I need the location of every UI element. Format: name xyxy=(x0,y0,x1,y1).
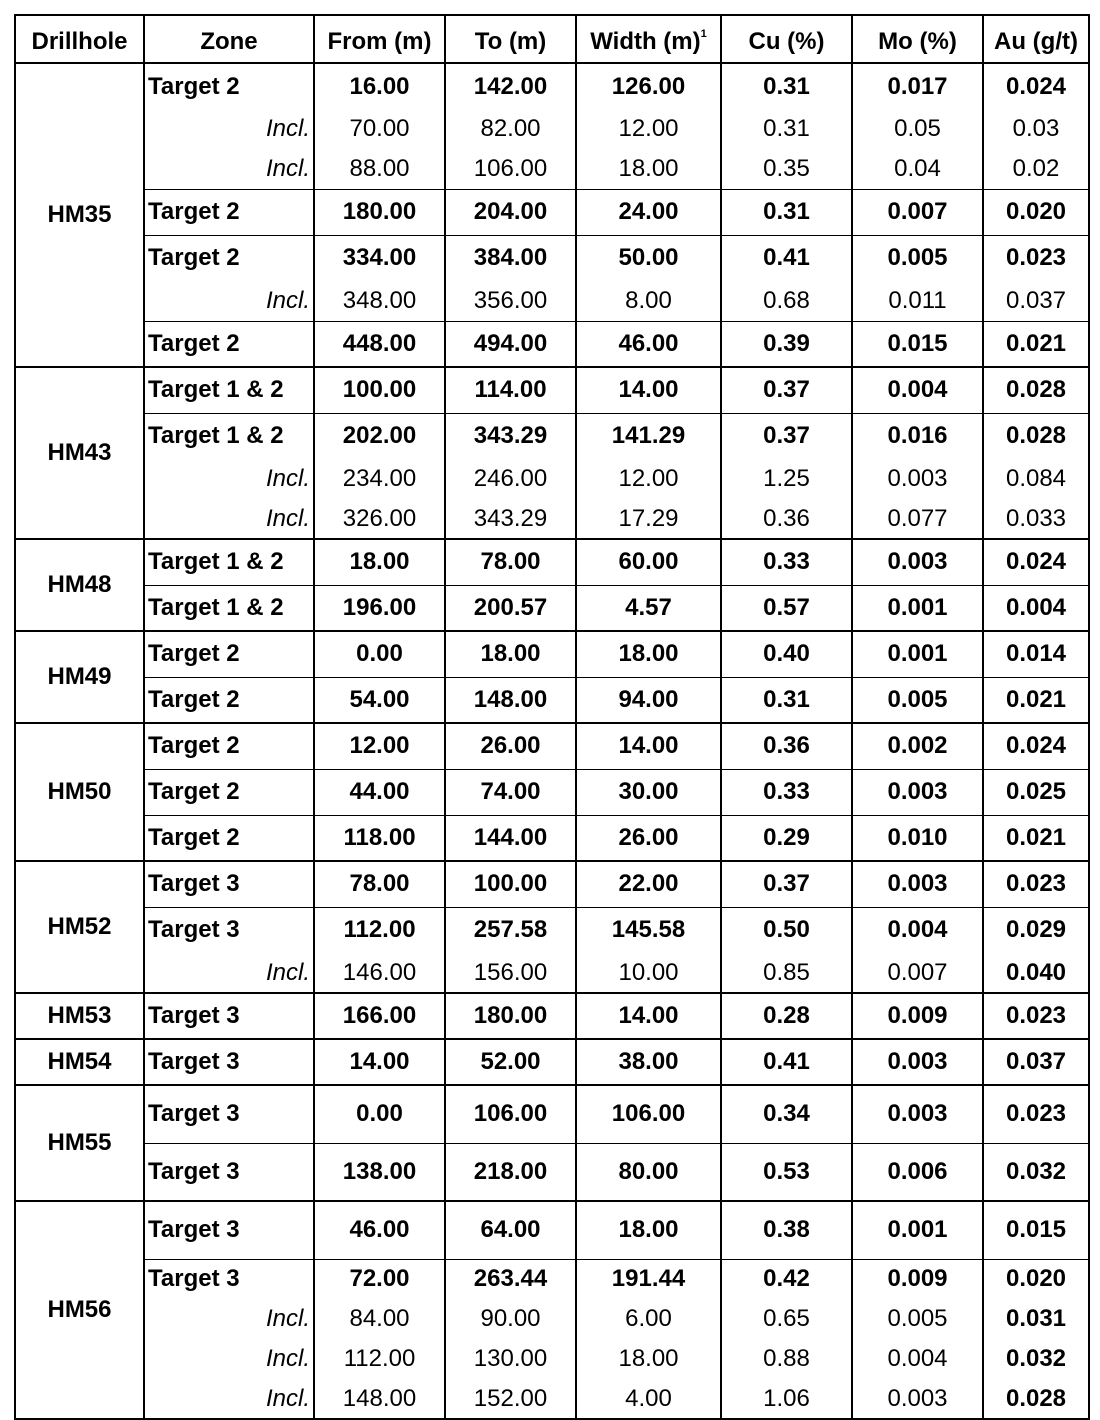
cell-width: 60.00 xyxy=(576,539,721,585)
cell-au: 0.032 xyxy=(983,1339,1089,1379)
cell-cu: 0.31 xyxy=(721,63,852,109)
cell-from: 146.00 xyxy=(314,953,445,993)
table-row xyxy=(15,413,1089,459)
zone-incl-label: Incl. xyxy=(144,281,314,321)
cell-mo: 0.003 xyxy=(852,459,983,499)
zone-incl-label: Incl. xyxy=(144,499,314,539)
cell-width: 12.00 xyxy=(576,459,721,499)
cell-mo: 0.007 xyxy=(852,953,983,993)
cell-width: 17.29 xyxy=(576,499,721,539)
table-row xyxy=(15,1379,1089,1419)
cell-to: 263.44 xyxy=(445,1259,576,1299)
width-footnote-marker: 1 xyxy=(700,28,707,40)
cell-width: 22.00 xyxy=(576,861,721,907)
cell-au: 0.023 xyxy=(983,861,1089,907)
cell-cu: 0.38 xyxy=(721,1201,852,1259)
drillhole-id: HM50 xyxy=(15,723,144,861)
table-row xyxy=(15,1085,1089,1143)
cell-mo: 0.04 xyxy=(852,149,983,189)
table-row xyxy=(15,367,1089,413)
header-drillhole: Drillhole xyxy=(15,15,144,63)
cell-to: 356.00 xyxy=(445,281,576,321)
cell-cu: 0.33 xyxy=(721,539,852,585)
zone-label: Target 1 & 2 xyxy=(144,413,314,459)
zone-label: Target 3 xyxy=(144,861,314,907)
cell-mo: 0.001 xyxy=(852,585,983,631)
cell-to: 78.00 xyxy=(445,539,576,585)
zone-incl-label: Incl. xyxy=(144,459,314,499)
cell-cu: 0.34 xyxy=(721,1085,852,1143)
table-row xyxy=(15,321,1089,367)
cell-width: 18.00 xyxy=(576,631,721,677)
table-row xyxy=(15,189,1089,235)
cell-from: 112.00 xyxy=(314,1339,445,1379)
zone-label: Target 1 & 2 xyxy=(144,539,314,585)
table-row xyxy=(15,63,1089,109)
cell-cu: 0.36 xyxy=(721,723,852,769)
cell-to: 257.58 xyxy=(445,907,576,953)
cell-cu: 0.50 xyxy=(721,907,852,953)
cell-to: 148.00 xyxy=(445,677,576,723)
cell-cu: 1.25 xyxy=(721,459,852,499)
table-row xyxy=(15,1143,1089,1201)
cell-to: 156.00 xyxy=(445,953,576,993)
cell-au: 0.020 xyxy=(983,1259,1089,1299)
cell-au: 0.028 xyxy=(983,367,1089,413)
cell-au: 0.024 xyxy=(983,63,1089,109)
cell-mo: 0.010 xyxy=(852,815,983,861)
cell-to: 144.00 xyxy=(445,815,576,861)
table-row xyxy=(15,539,1089,585)
cell-au: 0.024 xyxy=(983,539,1089,585)
cell-from: 334.00 xyxy=(314,235,445,281)
cell-width: 6.00 xyxy=(576,1299,721,1339)
cell-cu: 0.28 xyxy=(721,993,852,1039)
cell-au: 0.033 xyxy=(983,499,1089,539)
cell-width: 145.58 xyxy=(576,907,721,953)
zone-label: Target 3 xyxy=(144,1085,314,1143)
cell-mo: 0.003 xyxy=(852,1085,983,1143)
cell-cu: 0.40 xyxy=(721,631,852,677)
drillhole-id: HM54 xyxy=(15,1039,144,1085)
cell-au: 0.004 xyxy=(983,585,1089,631)
cell-to: 343.29 xyxy=(445,499,576,539)
header-to: To (m) xyxy=(445,15,576,63)
cell-cu: 0.65 xyxy=(721,1299,852,1339)
cell-from: 88.00 xyxy=(314,149,445,189)
cell-au: 0.040 xyxy=(983,953,1089,993)
cell-from: 78.00 xyxy=(314,861,445,907)
cell-width: 4.00 xyxy=(576,1379,721,1419)
cell-au: 0.015 xyxy=(983,1201,1089,1259)
cell-mo: 0.006 xyxy=(852,1143,983,1201)
table-row xyxy=(15,281,1089,321)
cell-au: 0.084 xyxy=(983,459,1089,499)
cell-mo: 0.003 xyxy=(852,861,983,907)
zone-label: Target 3 xyxy=(144,1039,314,1085)
cell-mo: 0.011 xyxy=(852,281,983,321)
cell-mo: 0.015 xyxy=(852,321,983,367)
zone-incl-label: Incl. xyxy=(144,1339,314,1379)
cell-from: 46.00 xyxy=(314,1201,445,1259)
zone-label: Target 3 xyxy=(144,907,314,953)
cell-cu: 0.33 xyxy=(721,769,852,815)
cell-au: 0.02 xyxy=(983,149,1089,189)
zone-label: Target 2 xyxy=(144,815,314,861)
table-row xyxy=(15,677,1089,723)
table-body xyxy=(15,63,1089,1419)
cell-from: 70.00 xyxy=(314,109,445,149)
cell-cu: 0.29 xyxy=(721,815,852,861)
cell-au: 0.037 xyxy=(983,1039,1089,1085)
cell-mo: 0.004 xyxy=(852,1339,983,1379)
zone-incl-label: Incl. xyxy=(144,1299,314,1339)
cell-au: 0.032 xyxy=(983,1143,1089,1201)
cell-width: 30.00 xyxy=(576,769,721,815)
cell-to: 384.00 xyxy=(445,235,576,281)
table-row xyxy=(15,1339,1089,1379)
table-row xyxy=(15,993,1089,1039)
cell-width: 14.00 xyxy=(576,723,721,769)
drillhole-id: HM48 xyxy=(15,539,144,631)
cell-from: 234.00 xyxy=(314,459,445,499)
cell-width: 24.00 xyxy=(576,189,721,235)
table-row xyxy=(15,1259,1089,1299)
drillhole-id: HM35 xyxy=(15,63,144,367)
cell-mo: 0.003 xyxy=(852,769,983,815)
header-from: From (m) xyxy=(314,15,445,63)
cell-au: 0.021 xyxy=(983,815,1089,861)
zone-incl-label: Incl. xyxy=(144,953,314,993)
cell-from: 166.00 xyxy=(314,993,445,1039)
cell-from: 54.00 xyxy=(314,677,445,723)
cell-cu: 0.37 xyxy=(721,413,852,459)
cell-mo: 0.003 xyxy=(852,539,983,585)
cell-cu: 0.57 xyxy=(721,585,852,631)
table-row xyxy=(15,459,1089,499)
cell-width: 26.00 xyxy=(576,815,721,861)
cell-to: 18.00 xyxy=(445,631,576,677)
cell-mo: 0.005 xyxy=(852,1299,983,1339)
cell-cu: 0.37 xyxy=(721,367,852,413)
zone-incl-label: Incl. xyxy=(144,109,314,149)
cell-to: 494.00 xyxy=(445,321,576,367)
cell-from: 148.00 xyxy=(314,1379,445,1419)
cell-from: 18.00 xyxy=(314,539,445,585)
cell-au: 0.014 xyxy=(983,631,1089,677)
table-row xyxy=(15,499,1089,539)
cell-from: 72.00 xyxy=(314,1259,445,1299)
cell-au: 0.023 xyxy=(983,235,1089,281)
drillhole-id: HM56 xyxy=(15,1201,144,1419)
header-zone: Zone xyxy=(144,15,314,63)
zone-label: Target 2 xyxy=(144,63,314,109)
cell-from: 196.00 xyxy=(314,585,445,631)
cell-mo: 0.005 xyxy=(852,235,983,281)
header-row xyxy=(15,15,1089,63)
cell-to: 64.00 xyxy=(445,1201,576,1259)
cell-from: 118.00 xyxy=(314,815,445,861)
cell-au: 0.028 xyxy=(983,413,1089,459)
drillhole-id: HM49 xyxy=(15,631,144,723)
cell-to: 26.00 xyxy=(445,723,576,769)
header-width xyxy=(576,15,721,63)
cell-au: 0.021 xyxy=(983,321,1089,367)
cell-mo: 0.009 xyxy=(852,1259,983,1299)
cell-from: 100.00 xyxy=(314,367,445,413)
cell-to: 106.00 xyxy=(445,1085,576,1143)
table-row xyxy=(15,585,1089,631)
cell-mo: 0.002 xyxy=(852,723,983,769)
cell-from: 44.00 xyxy=(314,769,445,815)
cell-au: 0.029 xyxy=(983,907,1089,953)
cell-to: 246.00 xyxy=(445,459,576,499)
zone-label: Target 3 xyxy=(144,1143,314,1201)
cell-cu: 0.31 xyxy=(721,189,852,235)
cell-width: 18.00 xyxy=(576,1339,721,1379)
cell-to: 180.00 xyxy=(445,993,576,1039)
cell-to: 100.00 xyxy=(445,861,576,907)
table-row xyxy=(15,1299,1089,1339)
cell-mo: 0.003 xyxy=(852,1379,983,1419)
cell-width: 94.00 xyxy=(576,677,721,723)
cell-cu: 0.41 xyxy=(721,1039,852,1085)
cell-from: 138.00 xyxy=(314,1143,445,1201)
header-width-label: Width (m) xyxy=(590,28,701,55)
cell-to: 106.00 xyxy=(445,149,576,189)
cell-width: 4.57 xyxy=(576,585,721,631)
cell-width: 126.00 xyxy=(576,63,721,109)
cell-to: 130.00 xyxy=(445,1339,576,1379)
drillhole-id: HM43 xyxy=(15,367,144,539)
cell-cu: 0.35 xyxy=(721,149,852,189)
cell-cu: 0.42 xyxy=(721,1259,852,1299)
cell-cu: 0.36 xyxy=(721,499,852,539)
cell-au: 0.020 xyxy=(983,189,1089,235)
cell-cu: 0.68 xyxy=(721,281,852,321)
table-row xyxy=(15,235,1089,281)
cell-to: 142.00 xyxy=(445,63,576,109)
header-mo: Mo (%) xyxy=(852,15,983,63)
cell-cu: 0.53 xyxy=(721,1143,852,1201)
cell-au: 0.021 xyxy=(983,677,1089,723)
header-au: Au (g/t) xyxy=(983,15,1089,63)
cell-au: 0.037 xyxy=(983,281,1089,321)
table-row xyxy=(15,861,1089,907)
cell-width: 106.00 xyxy=(576,1085,721,1143)
table-row xyxy=(15,109,1089,149)
cell-au: 0.028 xyxy=(983,1379,1089,1419)
zone-label: Target 2 xyxy=(144,723,314,769)
table-row xyxy=(15,907,1089,953)
zone-incl-label: Incl. xyxy=(144,1379,314,1419)
cell-cu: 0.39 xyxy=(721,321,852,367)
cell-mo: 0.001 xyxy=(852,1201,983,1259)
cell-width: 50.00 xyxy=(576,235,721,281)
cell-mo: 0.016 xyxy=(852,413,983,459)
cell-from: 14.00 xyxy=(314,1039,445,1085)
cell-to: 200.57 xyxy=(445,585,576,631)
table-row xyxy=(15,723,1089,769)
cell-width: 141.29 xyxy=(576,413,721,459)
cell-mo: 0.05 xyxy=(852,109,983,149)
cell-mo: 0.007 xyxy=(852,189,983,235)
cell-width: 80.00 xyxy=(576,1143,721,1201)
table-row xyxy=(15,769,1089,815)
drillhole-id: HM52 xyxy=(15,861,144,993)
cell-width: 8.00 xyxy=(576,281,721,321)
zone-label: Target 2 xyxy=(144,769,314,815)
cell-from: 348.00 xyxy=(314,281,445,321)
table-row xyxy=(15,953,1089,993)
cell-width: 38.00 xyxy=(576,1039,721,1085)
cell-from: 202.00 xyxy=(314,413,445,459)
cell-cu: 0.31 xyxy=(721,677,852,723)
cell-cu: 0.85 xyxy=(721,953,852,993)
cell-to: 82.00 xyxy=(445,109,576,149)
zone-label: Target 2 xyxy=(144,677,314,723)
cell-from: 84.00 xyxy=(314,1299,445,1339)
cell-width: 191.44 xyxy=(576,1259,721,1299)
table-row xyxy=(15,1039,1089,1085)
zone-label: Target 1 & 2 xyxy=(144,367,314,413)
cell-mo: 0.005 xyxy=(852,677,983,723)
zone-label: Target 2 xyxy=(144,189,314,235)
cell-to: 90.00 xyxy=(445,1299,576,1339)
cell-cu: 0.88 xyxy=(721,1339,852,1379)
zone-incl-label: Incl. xyxy=(144,149,314,189)
cell-au: 0.031 xyxy=(983,1299,1089,1339)
cell-mo: 0.004 xyxy=(852,907,983,953)
zone-label: Target 2 xyxy=(144,321,314,367)
cell-mo: 0.004 xyxy=(852,367,983,413)
header-cu: Cu (%) xyxy=(721,15,852,63)
cell-from: 16.00 xyxy=(314,63,445,109)
drill-results-table xyxy=(14,14,1090,1420)
cell-mo: 0.009 xyxy=(852,993,983,1039)
cell-mo: 0.001 xyxy=(852,631,983,677)
table-row xyxy=(15,631,1089,677)
cell-to: 204.00 xyxy=(445,189,576,235)
cell-au: 0.023 xyxy=(983,1085,1089,1143)
cell-cu: 1.06 xyxy=(721,1379,852,1419)
zone-label: Target 1 & 2 xyxy=(144,585,314,631)
cell-to: 152.00 xyxy=(445,1379,576,1419)
cell-au: 0.03 xyxy=(983,109,1089,149)
cell-to: 52.00 xyxy=(445,1039,576,1085)
table-row xyxy=(15,1201,1089,1259)
cell-to: 343.29 xyxy=(445,413,576,459)
cell-to: 218.00 xyxy=(445,1143,576,1201)
cell-mo: 0.077 xyxy=(852,499,983,539)
cell-from: 0.00 xyxy=(314,631,445,677)
cell-from: 12.00 xyxy=(314,723,445,769)
cell-au: 0.024 xyxy=(983,723,1089,769)
cell-mo: 0.003 xyxy=(852,1039,983,1085)
zone-label: Target 2 xyxy=(144,235,314,281)
zone-label: Target 3 xyxy=(144,1259,314,1299)
drillhole-id: HM55 xyxy=(15,1085,144,1201)
zone-label: Target 3 xyxy=(144,1201,314,1259)
cell-width: 18.00 xyxy=(576,149,721,189)
cell-width: 12.00 xyxy=(576,109,721,149)
cell-width: 10.00 xyxy=(576,953,721,993)
drillhole-id: HM53 xyxy=(15,993,144,1039)
cell-au: 0.025 xyxy=(983,769,1089,815)
cell-from: 326.00 xyxy=(314,499,445,539)
cell-width: 18.00 xyxy=(576,1201,721,1259)
zone-label: Target 2 xyxy=(144,631,314,677)
cell-from: 112.00 xyxy=(314,907,445,953)
cell-width: 46.00 xyxy=(576,321,721,367)
cell-to: 74.00 xyxy=(445,769,576,815)
cell-to: 114.00 xyxy=(445,367,576,413)
cell-from: 448.00 xyxy=(314,321,445,367)
cell-from: 0.00 xyxy=(314,1085,445,1143)
cell-au: 0.023 xyxy=(983,993,1089,1039)
cell-cu: 0.31 xyxy=(721,109,852,149)
cell-cu: 0.37 xyxy=(721,861,852,907)
cell-width: 14.00 xyxy=(576,993,721,1039)
cell-cu: 0.41 xyxy=(721,235,852,281)
table-row xyxy=(15,149,1089,189)
zone-label: Target 3 xyxy=(144,993,314,1039)
table-row xyxy=(15,815,1089,861)
cell-width: 14.00 xyxy=(576,367,721,413)
cell-from: 180.00 xyxy=(314,189,445,235)
cell-mo: 0.017 xyxy=(852,63,983,109)
